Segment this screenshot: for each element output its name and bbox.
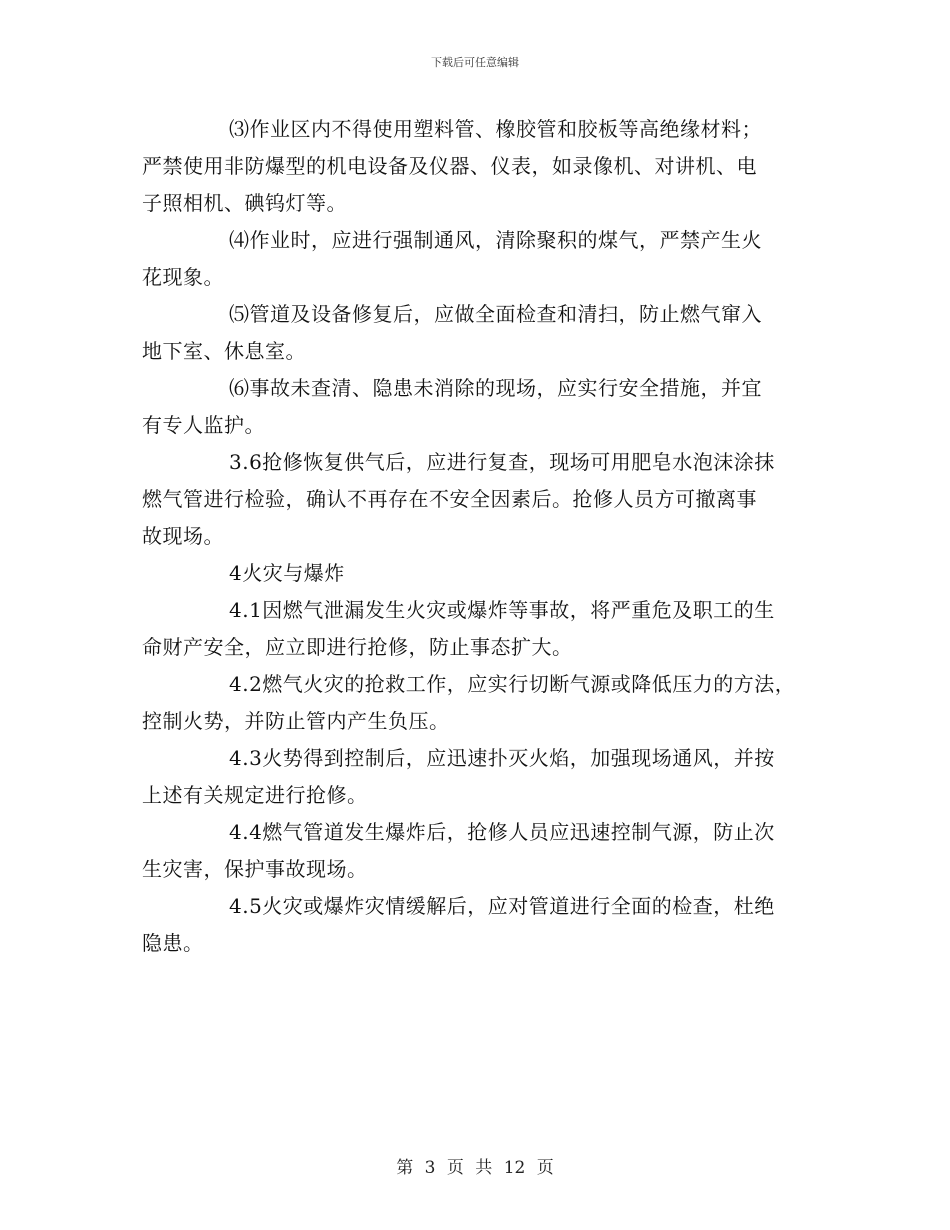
text-line: 有专人监护。 — [142, 413, 265, 437]
text-line: 4.5火灾或爆炸灾情缓解后，应对管道进行全面的检查，杜绝 — [229, 894, 775, 918]
text-line: 4.2燃气火灾的抢救工作，应实行切断气源或降低压力的方法， — [229, 672, 796, 696]
document-body — [142, 111, 832, 962]
text-line: ⑷作业时，应进行强制通风，清除聚积的煤气，严禁产生火 — [229, 228, 762, 252]
paragraph-4-1 — [142, 592, 832, 666]
text-line: ⑶作业区内不得使用塑料管、橡胶管和胶板等高绝缘材料； — [229, 117, 762, 141]
text-line: 3.6抢修恢复供气后，应进行复查，现场可用肥皂水泡沫涂抹 — [229, 450, 775, 474]
text-line: 故现场。 — [142, 524, 224, 548]
text-line: 子照相机、碘钨灯等。 — [142, 191, 347, 215]
text-line: 地下室、休息室。 — [142, 339, 306, 363]
paragraph-5 — [142, 296, 832, 370]
paragraph-4-2 — [142, 666, 832, 740]
text-line: 燃气管进行检验，确认不再存在不安全因素后。抢修人员方可撤离事 — [142, 487, 757, 511]
text-line: 上述有关规定进行抢修。 — [142, 783, 368, 807]
section-heading: 4火灾与爆炸 — [229, 561, 345, 585]
text-line: 花现象。 — [142, 265, 224, 289]
text-line: 控制火势，并防止管内产生负压。 — [142, 709, 450, 733]
paragraph-4-3 — [142, 740, 832, 814]
paragraph-3 — [142, 111, 832, 222]
text-line: 严禁使用非防爆型的机电设备及仪器、仪表，如录像机、对讲机、电 — [142, 154, 757, 178]
page-header: 下载后可任意编辑 — [431, 56, 519, 69]
text-line: 隐患。 — [142, 931, 204, 955]
paragraph-6 — [142, 370, 832, 444]
text-line: 4.1因燃气泄漏发生火灾或爆炸等事故，将严重危及职工的生 — [229, 598, 775, 622]
text-line: 4.3火势得到控制后，应迅速扑灭火焰，加强现场通风，并按 — [229, 746, 775, 770]
text-line: 生灾害，保护事故现场。 — [142, 857, 368, 881]
text-line: ⑹事故未查清、隐患未消除的现场，应实行安全措施，并宜 — [229, 376, 762, 400]
page-number-footer: 第 3 页 共 12 页 — [396, 1158, 554, 1178]
paragraph-4-4 — [142, 814, 832, 888]
paragraph-4 — [142, 222, 832, 296]
paragraph-4-5 — [142, 888, 832, 962]
paragraph-3-6 — [142, 444, 832, 555]
text-line: ⑸管道及设备修复后，应做全面检查和清扫，防止燃气窜入 — [229, 302, 762, 326]
text-line: 4.4燃气管道发生爆炸后，抢修人员应迅速控制气源，防止次 — [229, 820, 775, 844]
section-heading-4 — [142, 555, 832, 592]
text-line: 命财产安全，应立即进行抢修，防止事态扩大。 — [142, 635, 573, 659]
